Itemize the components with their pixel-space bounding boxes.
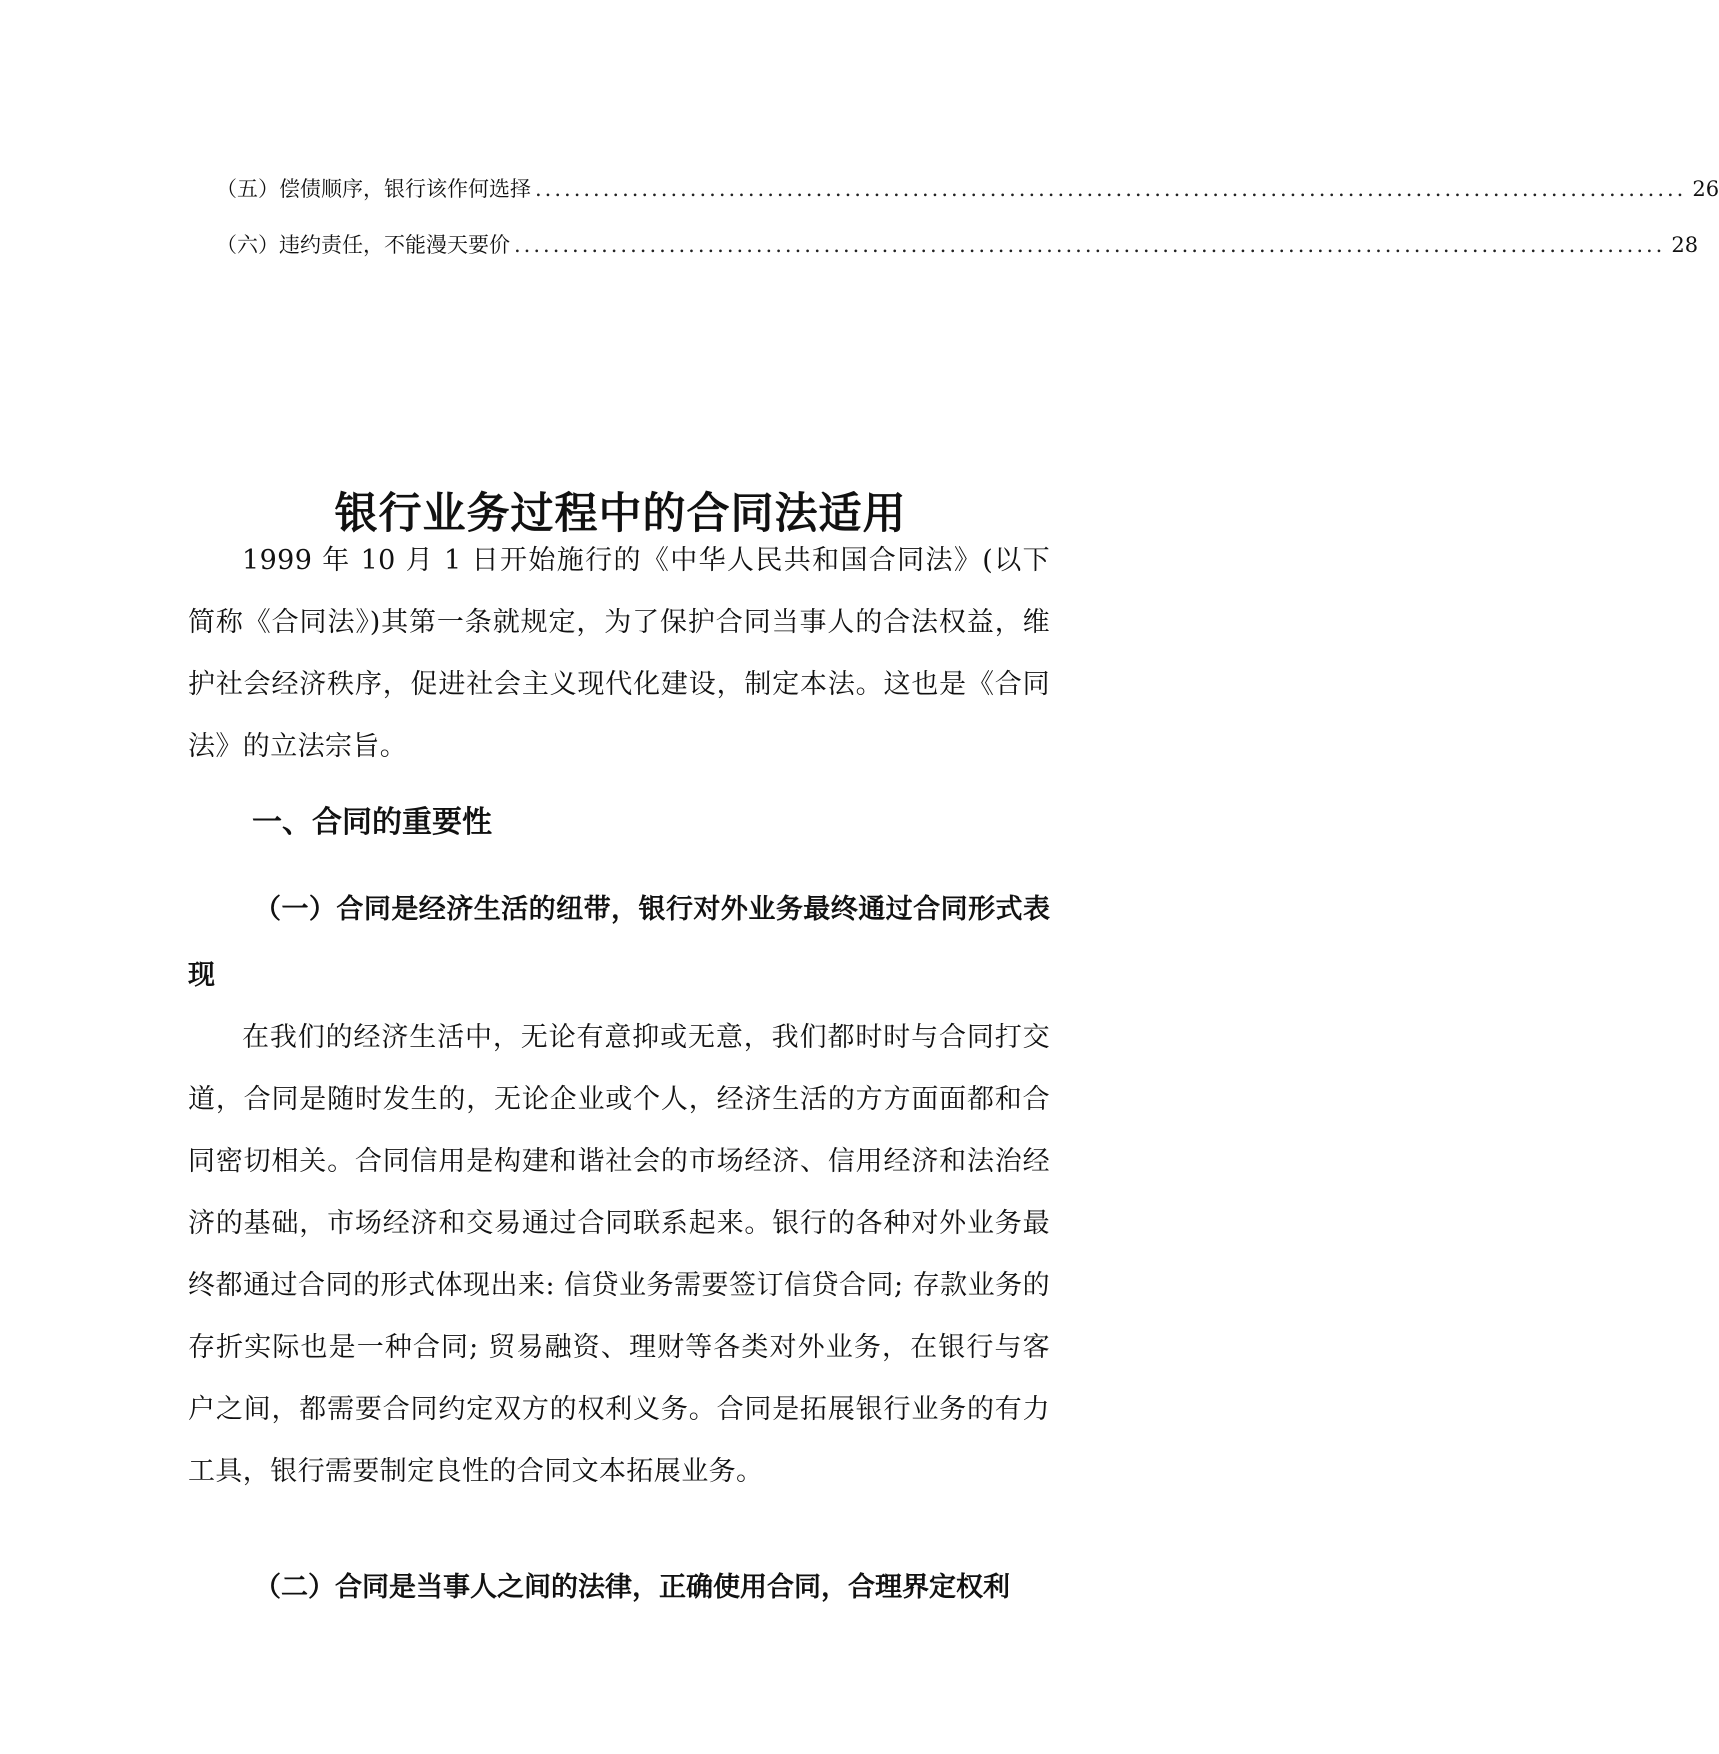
toc-entry[interactable] — [216, 220, 1699, 260]
toc-entry-label: （六）违约责任，不能漫天要价 — [216, 233, 510, 257]
intro-paragraph: 1999 年 10 月 1 日开始施行的《中华人民共和国合同法》(以下简称《合同法》)其第一条就规定，为了保护合同当事人的合法权益，维护社会经济秩序，促进社会主义现代化建设，制定本法。这也是《合同法》的立法宗旨。 — [188, 545, 1050, 762]
toc-dot-leader: ....................................................................................................................... — [535, 177, 1687, 201]
toc-entry-page: 28 — [1671, 233, 1699, 257]
toc-entry-label: （五）偿债顺序，银行该作何选择 — [216, 177, 531, 201]
section-heading: 一、合同的重要性 — [252, 805, 492, 840]
subsection-heading: （二）合同是当事人之间的法律，正确使用合同，合理界定权利 — [254, 1572, 1010, 1603]
toc-entry-page: 26 — [1692, 177, 1719, 201]
subsection-heading: （一）合同是经济生活的纽带，银行对外业务最终通过合同形式表现 — [188, 894, 1050, 991]
toc-dot-leader: ....................................................................................................................... — [514, 233, 1666, 257]
document-title: 银行业务过程中的合同法适用 — [334, 488, 907, 539]
body-paragraph: 在我们的经济生活中，无论有意抑或无意，我们都时时与合同打交道，合同是随时发生的，无论企业或个人，经济生活的方方面面都和合同密切相关。合同信用是构建和谐社会的市场经济、信用经济和法治经济的基础，市场经济和交易通过合同联系起来。银行的各种对外业务最终都通过合同的形式体现出来: 信贷业务需要签订信贷合同; 存款业务的存折实际也是一种合同; 贸易融资、理财等各类对外业务，在银行与客户之间，都需要合同约定双方的权利义务。合同是拓展银行业务的有力工具，银行需要制定良性的合同文本拓展业务。 — [188, 1022, 1050, 1487]
toc-entry[interactable] — [216, 164, 1719, 204]
